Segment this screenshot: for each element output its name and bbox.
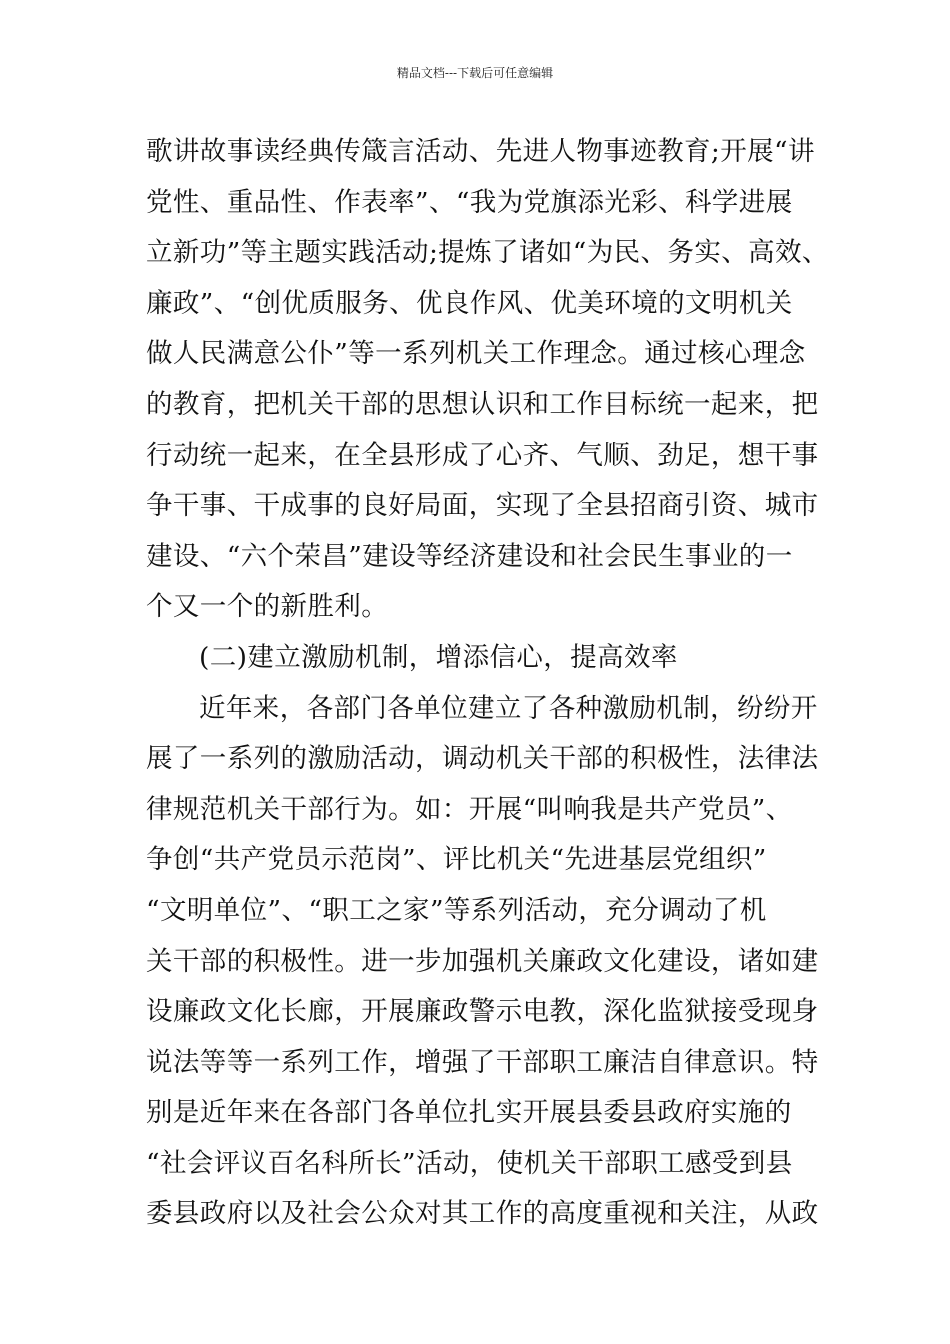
text-line: 说法等等一系列工作，增强了干部职工廉洁自律意识。特 — [146, 1046, 819, 1078]
text-line: 党性、重品性、作表率”、“我为党旗添光彩、科学进展 — [146, 186, 793, 218]
page-header: 精品文档---下载后可任意编辑 — [396, 66, 554, 80]
text-line: 争创“共产党员示范岗”、评比机关“先进基层党组织” — [146, 844, 767, 876]
text-line: “社会评议百名科所长”活动，使机关干部职工感受到县 — [146, 1147, 793, 1179]
text-line: 的教育，把机关干部的思想认识和工作目标统一起来，把 — [146, 388, 819, 420]
document-body — [146, 127, 846, 1240]
text-line: 争干事、干成事的良好局面，实现了全县招商引资、城市 — [146, 490, 819, 522]
text-line: 立新功”等主题实践活动;提炼了诸如“为民、务实、高效、 — [146, 237, 829, 269]
text-line: 廉政”、“创优质服务、优良作风、优美环境的文明机关 — [146, 287, 793, 319]
text-line: 建设、“六个荣昌”建设等经济建设和社会民生事业的一 — [146, 540, 793, 572]
text-line: 个又一个的新胜利。 — [146, 591, 389, 623]
text-line: 做人民满意公仆”等一系列机关工作理念。通过核心理念 — [146, 338, 806, 370]
section-heading: (二)建立激励机制，增添信心，提高效率 — [199, 641, 678, 673]
text-line: 歌讲故事读经典传箴言活动、先进人物事迹教育;开展“讲 — [146, 136, 815, 167]
text-line: “文明单位”、“职工之家”等系列活动，充分调动了机 — [146, 894, 767, 926]
text-line: 设廉政文化长廊，开展廉政警示电教，深化监狱接受现身 — [146, 996, 819, 1028]
text-line: 行动统一起来，在全县形成了心齐、气顺、劲足，想干事 — [146, 439, 819, 471]
text-line: 律规范机关干部行为。如：开展“叫响我是共产党员”、 — [146, 793, 793, 825]
text-line: 近年来，各部门各单位建立了各种激励机制，纷纷开 — [199, 692, 818, 724]
text-line: 关干部的积极性。进一步加强机关廉政文化建设，诸如建 — [146, 945, 819, 977]
text-line: 展了一系列的激励活动，调动机关干部的积极性，法律法 — [146, 743, 819, 775]
text-line: 委县政府以及社会公众对其工作的高度重视和关注，从政 — [146, 1198, 819, 1230]
text-line: 别是近年来在各部门各单位扎实开展县委县政府实施的 — [146, 1097, 792, 1129]
